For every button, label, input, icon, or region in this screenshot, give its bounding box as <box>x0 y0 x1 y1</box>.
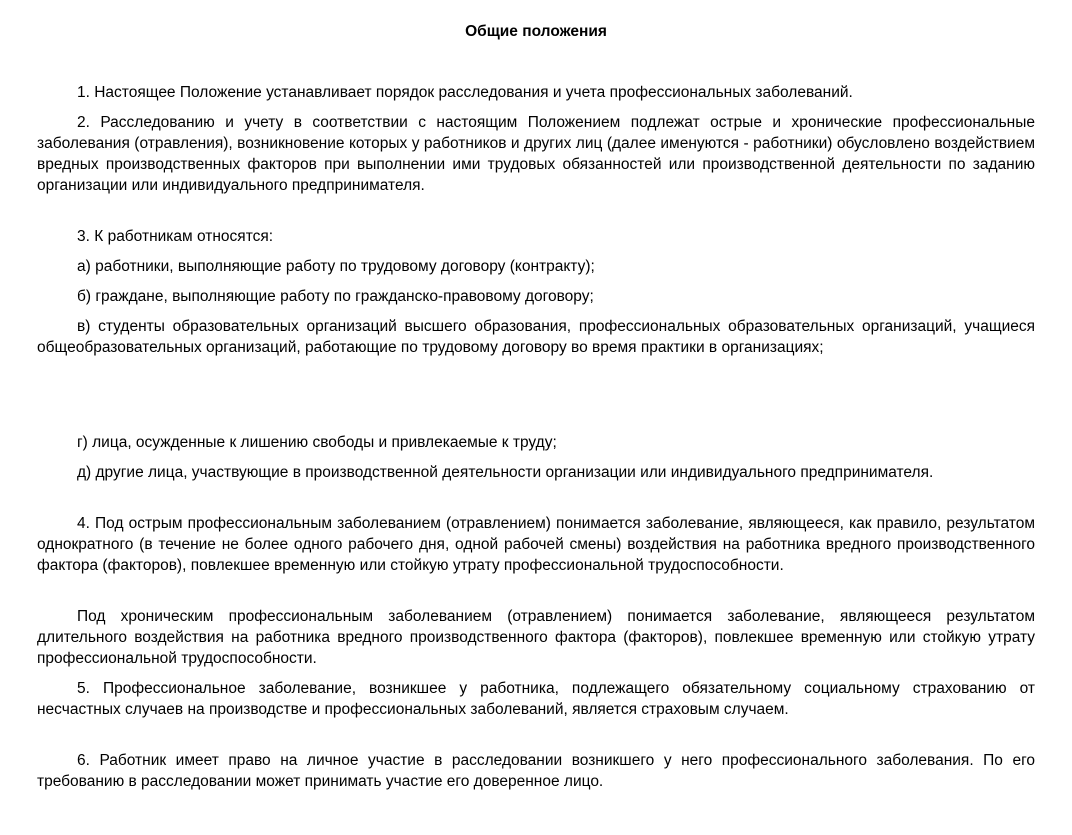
paragraph-4: 4. Под острым профессиональным заболеванием (отравлением) понимается заболевание, являющееся, как правило, результатом однократного (в течение не более одного рабочего дня, одной рабочей смены) воздействия на работника вредного производственного фактора (факторов), повлекшее временную или стойкую утрату профессиональной трудоспособности. <box>37 515 1035 574</box>
paragraph-3: 3. К работникам относятся: <box>77 228 274 245</box>
list-item-d: д) другие лица, участвующие в производственной деятельности организации или индивидуального предпринимателя. <box>77 464 934 481</box>
list-item-a: а) работники, выполняющие работу по трудовому договору (контракту); <box>77 258 595 275</box>
paragraph-4-chronic: Под хроническим профессиональным заболеванием (отравлением) понимается заболевание, являющееся результатом длительного воздействия на работника вредного производственного фактора (факторов), повлекшее временную или стойкую утрату профессиональной трудоспособности. <box>37 608 1035 667</box>
paragraph-2: 2. Расследованию и учету в соответствии с настоящим Положением подлежат острые и хронические профессиональные заболевания (отравления), возникновение которых у работников и других лиц (далее именуются - работники) обусловлено воздействием вредных производственных факторов при выполнении ими трудовых обязанностей или производственной деятельности по заданию организации или индивидуального предпринимателя. <box>37 114 1035 194</box>
document-title: Общие положения <box>465 23 607 40</box>
paragraph-6: 6. Работник имеет право на личное участие в расследовании возникшего у него профессионального заболевания. По его требованию в расследовании может принимать участие его доверенное лицо. <box>37 752 1035 790</box>
list-item-g: г) лица, осужденные к лишению свободы и привлекаемые к труду; <box>77 434 557 451</box>
paragraph-5: 5. Профессиональное заболевание, возникшее у работника, подлежащего обязательному социальному страхованию от несчастных случаев на производстве и профессиональных заболеваний, является страховым случаем. <box>37 680 1035 718</box>
paragraph-1: 1. Настоящее Положение устанавливает порядок расследования и учета профессиональных заболеваний. <box>77 84 853 101</box>
list-item-b: б) граждане, выполняющие работу по гражданско-правовому договору; <box>77 288 594 305</box>
list-item-v: в) студенты образовательных организаций высшего образования, профессиональных образовательных организаций, учащиеся общеобразовательных организаций, работающие по трудовому договору во время практики в организациях; <box>37 318 1035 356</box>
